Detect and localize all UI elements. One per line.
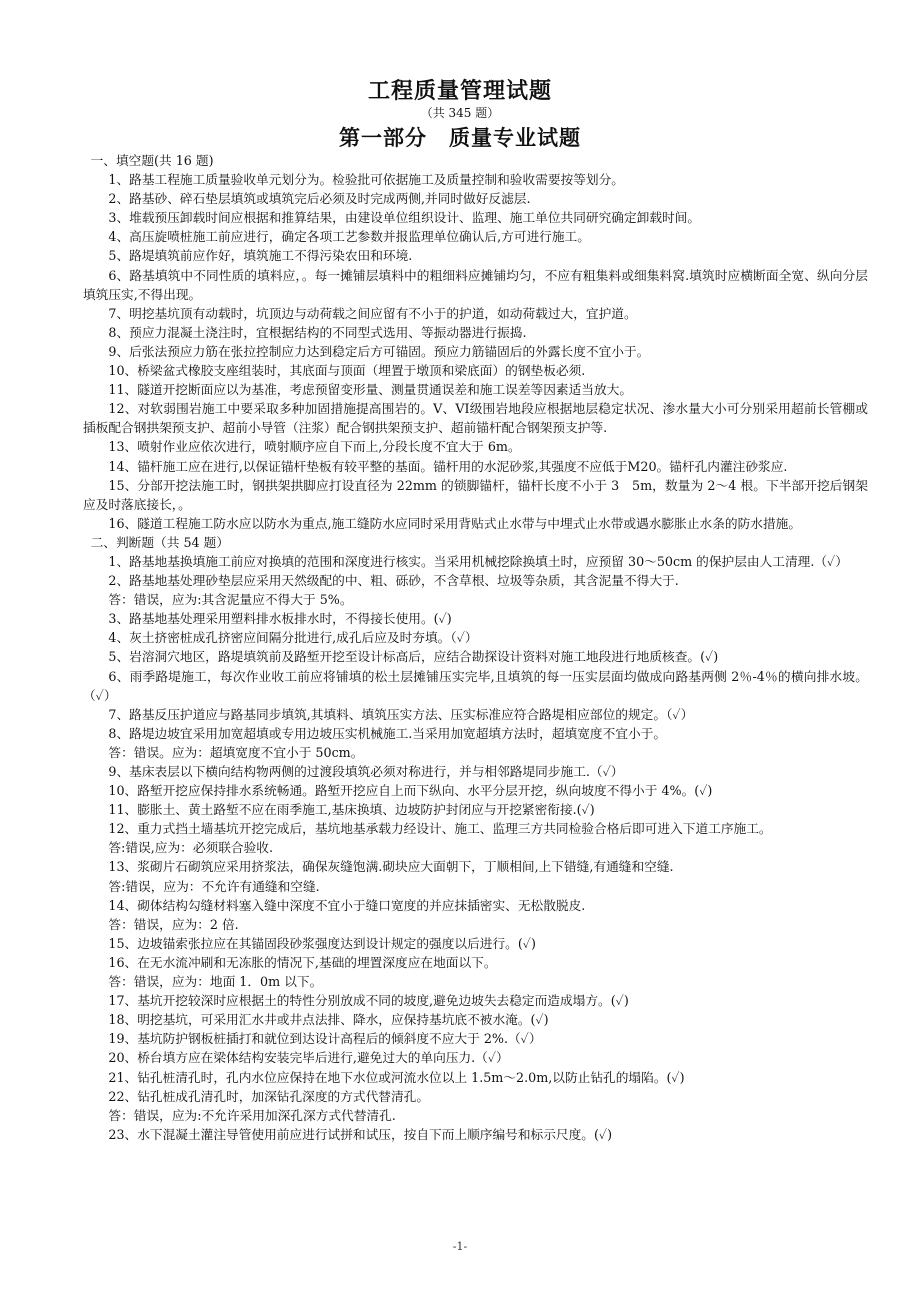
answer-line: 答:错误，应为：不允许有通缝和空缝.	[108, 878, 320, 894]
question-item: 23、水下混凝土灌注导管使用前应进行试拼和试压，按自下而上顺序编号和标示尺度。(✓)	[108, 1126, 613, 1142]
question-item: 16、隧道工程施工防水应以防水为重点,施工缝防水应同时采用背贴式止水带与中埋式止水带或遇水膨胀止水条的防水措施。	[108, 515, 802, 531]
question-item: 7、明挖基坑顶有动载时，坑顶边与动荷载之间应留有不小于的护道，如动荷载过大，宜护道。	[108, 305, 637, 321]
question-item: 2、路基砂、碎石垫层填筑或填筑完后必须及时完成两侧,并同时做好反滤层.	[108, 191, 531, 207]
question-item: 14、锚杆施工应在进行,以保证锚杆垫板有较平整的基面。锚杆用的水泥砂浆,其强度不应低于M20。锚杆孔内灌注砂浆应.	[108, 458, 788, 474]
question-item: 21、钻孔桩清孔时，孔内水位应保持在地下水位或河流水位以上 1.5m～2.0m,以防止钻孔的塌陷。(✓)	[108, 1069, 685, 1085]
question-item: 2、路基地基处理砂垫层应采用天然级配的中、粗、砾砂，不含草根、垃圾等杂质，其含泥量不得大于.	[108, 573, 679, 589]
question-count: （共 345 题）	[420, 106, 500, 120]
section-heading: 二、判断题（共 54 题）	[90, 534, 230, 550]
question-item: 6、路基填筑中不同性质的填料应，。每一摊铺层填料中的粗细料应摊铺均匀，不应有粗集料或细集料窝.填筑时应横断面全宽、纵向分层填筑压实,不得出现。	[83, 267, 868, 302]
question-item: 13、喷射作业应依次进行，喷射顺序应自下而上,分段长度不宜大于 6m。	[108, 439, 521, 455]
question-item: 5、岩溶洞穴地区，路堤填筑前及路堑开挖至设计标高后，应结合勘探设计资料对施工地段进行地质核查。(✓)	[108, 649, 719, 665]
question-item: 3、堆载预压卸载时间应根据和推算结果，由建设单位组织设计、监理、施工单位共同研究确定卸载时间。	[108, 210, 701, 226]
question-item: 16、在无水流冲刷和无冻胀的情况下,基础的埋置深度应在地面以下。	[108, 954, 497, 970]
question-item: 1、路基地基换填施工前应对换填的范围和深度进行核实。当采用机械挖除换填土时，应预留 30～50cm 的保护层由人工清理.（✓）	[108, 553, 848, 569]
question-item: 13、浆砌片石砌筑应采用挤浆法，确保灰缝饱满.砌块应大面朝下，丁顺相间,上下错缝,有通缝和空缝.	[108, 859, 674, 875]
document-title: 工程质量管理试题	[367, 79, 552, 104]
question-item: 22、钻孔桩成孔清孔时，加深钻孔深度的方式代替清孔。	[108, 1088, 430, 1104]
answer-line: 答：错误，应为:不允许采用加深孔深方式代替清孔.	[108, 1107, 396, 1123]
question-item: 4、高压旋喷桩施工前应进行，确定各项工艺参数并报监理单位确认后,方可进行施工。	[108, 229, 590, 245]
answer-line: 答：错误，应为:其含泥量应不得大于 5%。	[108, 592, 353, 608]
question-item: 19、基坑防护钢板桩插打和就位到达设计高程后的倾斜度不应大于 2%.（✓）	[108, 1031, 542, 1047]
question-item: 1、路基工程施工质量验收单元划分为。检验批可依据施工及质量控制和验收需要按等划分。	[108, 172, 624, 188]
question-item: 12、重力式挡土墙基坑开挖完成后，基坑地基承载力经设计、施工、监理三方共同检验合格后即可进入下道工序施工。	[108, 821, 772, 837]
answer-line: 答:错误,应为：必须联合验收.	[108, 840, 273, 856]
answer-line: 答：错误，应为：2 倍.	[108, 916, 239, 932]
question-item: 4、灰土挤密桩成孔挤密应间隔分批进行,成孔后应及时夯填。（✓）	[108, 630, 478, 646]
question-item: 12、对软弱围岩施工中要采取多种加固措施提高围岩的。V、VI级围岩地段应根据地层稳定状况、渗水量大小可分别采用超前长管棚或插板配合钢拱架预支护、超前小导管（注浆）配合钢拱架预支护、超前锚杆配合钢架预支护等.	[83, 401, 868, 436]
question-item: 6、雨季路堤施工，每次作业收工前应将铺填的松土层摊铺压实完毕,且填筑的每一压实层面均做成向路基两侧 2％-4％的横向排水坡。（✓）	[83, 668, 868, 703]
question-item: 18、明挖基坑，可采用汇水井或井点法排、降水，应保持基坑底不被水淹。(✓)	[108, 1012, 549, 1028]
question-item: 7、路基反压护道应与路基同步填筑,其填料、填筑压实方法、压实标准应符合路堤相应部位的规定。（✓）	[108, 706, 694, 722]
question-item: 10、桥梁盆式橡胶支座组装时，其底面与顶面（埋置于墩顶和梁底面）的钢垫板必须.	[108, 363, 586, 379]
answer-line: 答：错误。应为：超填宽度不宜小于 50cm。	[108, 744, 364, 760]
section-heading: 一、填空题(共 16 题)	[90, 153, 214, 168]
question-item: 8、路堤边坡宜采用加宽超填或专用边坡压实机械施工.当采用加宽超填方法时，超填宽度不宜小于。	[108, 725, 667, 741]
document-body	[83, 151, 868, 1144]
question-item: 17、基坑开挖较深时应根据土的特性分别放成不同的坡度,避免边坡失去稳定而造成塌方。(✓)	[108, 993, 629, 1009]
question-item: 20、桥台填方应在梁体结构安装完毕后进行,避免过大的单向压力.（✓）	[108, 1050, 509, 1066]
question-item: 3、路基地基处理采用塑料排水板排水时，不得接长使用。(✓)	[108, 611, 452, 627]
question-item: 11、隧道开挖断面应以为基准，考虑预留变形量、测量贯通误差和施工误差等因素适当放大。	[108, 382, 633, 398]
question-item: 10、路堑开挖应保持排水系统畅通。路堑开挖应自上而下纵向、水平分层开挖，纵向坡度不得小于 4%。(✓)	[108, 783, 713, 799]
question-item: 5、路堤填筑前应作好，填筑施工不得污染农田和环境.	[108, 248, 413, 264]
question-item: 8、预应力混凝土浇注时，宜根据结构的不同型式选用、等振动器进行振捣.	[108, 324, 527, 340]
question-item: 9、基床表层以下横向结构物两侧的过渡段填筑必须对称进行，并与相邻路堤同步施工.（✓）	[108, 764, 624, 779]
page-number: -1-	[452, 1240, 468, 1253]
part-title: 第一部分 质量专业试题	[339, 126, 581, 150]
question-item: 15、边坡锚索张拉应在其锚固段砂浆强度达到设计规定的强度以后进行。(✓)	[108, 935, 536, 951]
question-item: 9、后张法预应力筋在张拉控制应力达到稳定后方可锚固。预应力筋锚固后的外露长度不宜小于。	[108, 343, 650, 359]
question-item: 15、分部开挖法施工时，钢拱架拱脚应打设直径为 22mm 的锁脚锚杆，锚杆长度不小于 3 5m，数量为 2～4 根。下半部开挖后钢架应及时落底接长，。	[83, 477, 868, 512]
answer-line: 答：错误，应为：地面 1．0m 以下。	[108, 974, 323, 990]
question-item: 14、砌体结构勾缝材料塞入缝中深度不宜小于缝口宽度的并应抹插密实、无松散脱皮.	[108, 897, 586, 913]
question-item: 11、膨胀土、黄土路堑不应在雨季施工,基床换填、边坡防护封闭应与开挖紧密衔接.(✓)	[108, 802, 595, 818]
